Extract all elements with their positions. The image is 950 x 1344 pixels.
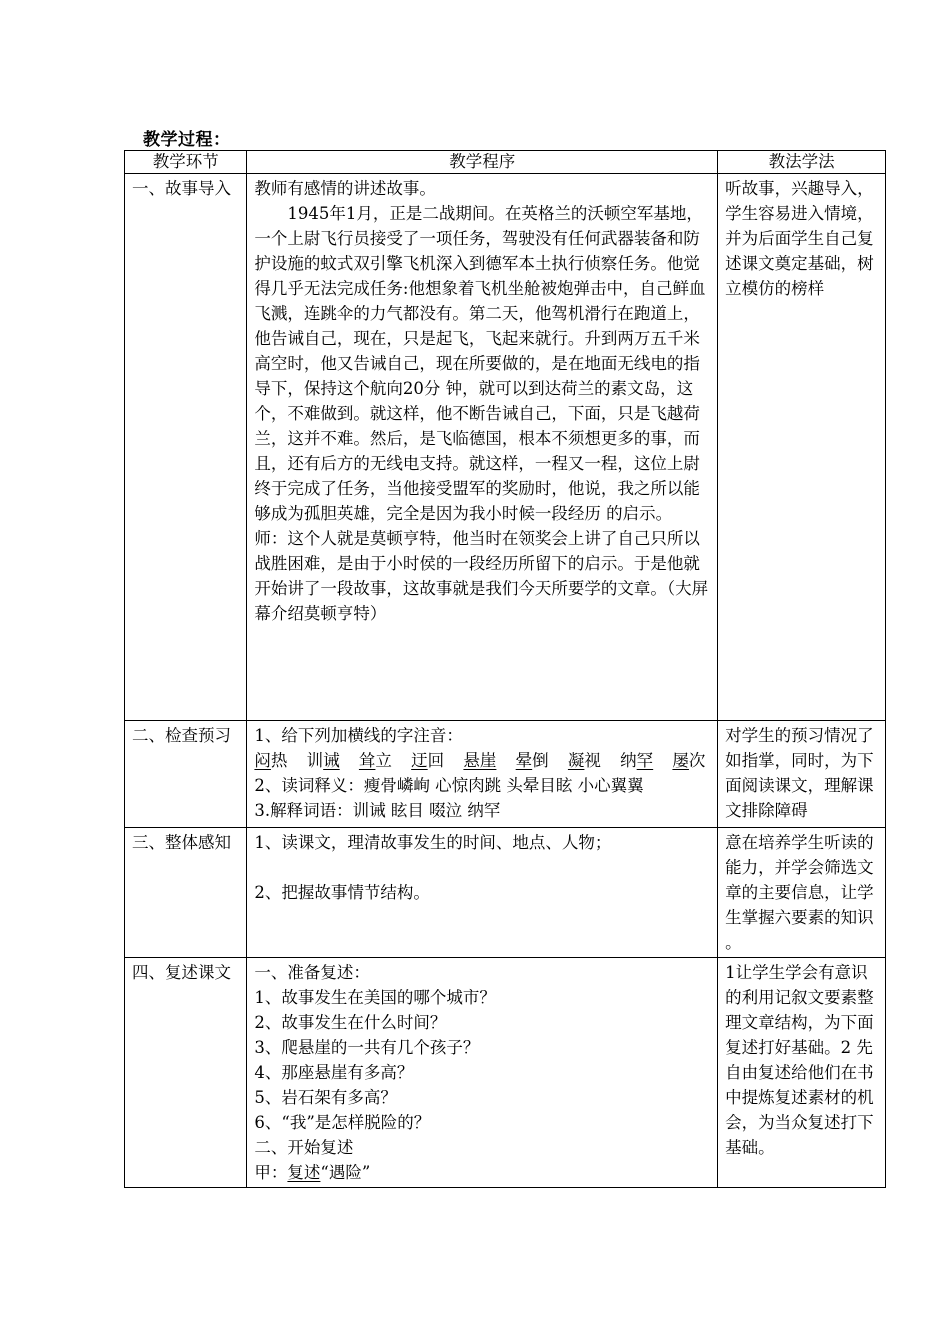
retell-line: 3、爬悬崖的一共有几个孩子？ — [254, 1038, 480, 1057]
table-row — [125, 721, 886, 828]
page-title: 教学过程： — [143, 130, 231, 150]
item-1-text: 1、读课文，理清故事发生的时间、地点、人物； — [254, 833, 612, 852]
task-1-text: 1、给下列加横线的字注音： — [254, 726, 463, 745]
procedure-cell — [247, 958, 718, 1188]
header-stage: 教学环节 — [125, 151, 247, 174]
word-underlined: 悬崖 — [463, 751, 497, 770]
teacher-text: 师：这个人就是莫顿亨特，他当时在领奖会上讲了自己只所以战胜困难，是由于小时侯的一段经历所留下的启示。于是他就开始讲了一段故事，这故事就是我们今天所要学的文章。（大屏幕介绍莫顿亨特） — [254, 529, 709, 623]
method-cell: 1让学生学会有意识的利用记叙文要素整理文章结构，为下面复述打好基础。2 先自由复述给他们在书中提炼复述素材的机会，为当众复述打下基础。 — [718, 958, 886, 1188]
story-text: 1945年1月，正是二战期间。在英格兰的沃顿空军基地，一个上尉飞行员接受了一项任务，驾驶没有任何武器装备和防护设施的蚊式双引擎飞机深入到德军本土执行侦察任务。他觉得几乎无法完成任务:他想象着飞机坐舱被炮弹击中，自己鲜血飞溅，连跳伞的力气都没有。第二天，他驾机滑行在跑道上，他告诫自己，现在，只是起飞，飞起来就行。升到两万五千米高空时，他又告诫自己，现在所要做的，是在地面无线电的指导下，保持这个航向20分 钟，就可以到达荷兰的素文岛，这个，不难做到。就这样，他不断告诫自己，下面，只是飞越荷兰，这并不难。然后，是飞临德国，根本不须想更多的事，而且，还有后方的无线电支持。就这样，一程又一程，这位上尉终于完成了任务，当他接受盟军的奖励时，他说，我之所以能够成为孤胆英雄，完全是因为我小时候一段经历 的启示。 — [254, 204, 706, 523]
method-cell: 意在培养学生听读的能力，并学会筛选文章的主要信息，让学生掌握六要素的知识 。 — [718, 828, 886, 958]
retell-line: 一、准备复述： — [254, 963, 370, 982]
stage-cell: 三、整体感知 — [125, 828, 247, 958]
retell-line: 4、那座悬崖有多高？ — [254, 1063, 414, 1082]
method-cell: 听故事，兴趣导入，学生容易进入情境，并为后面学生自己复述课文奠定基础，树立模仿的榜样 — [718, 174, 886, 721]
word-underlined: 迂 — [411, 751, 428, 770]
word-underlined: 晕 — [515, 751, 533, 770]
retell-line: 5、岩石架有多高？ — [254, 1088, 397, 1107]
word-list: 闷热 训诫 耸立 迂回 悬崖 晕倒 凝视 纳罕 屡次 — [254, 751, 706, 770]
task-3-text: 3.解释词语：训诫 眩目 啜泣 纳罕 — [254, 801, 501, 820]
lesson-table — [124, 150, 886, 1188]
word-underlined: 凝 — [567, 751, 585, 770]
stage-cell: 二、检查预习 — [125, 721, 247, 828]
table-row — [125, 828, 886, 958]
header-procedure: 教学程序 — [247, 151, 718, 174]
stage-cell: 一、故事导入 — [125, 174, 247, 721]
word-underlined: 闷 — [254, 751, 271, 770]
retell-line: 2、故事发生在什么时间？ — [254, 1013, 447, 1032]
table-header-row — [125, 151, 886, 174]
intro-text: 教师有感情的讲述故事。 — [254, 179, 436, 198]
table-row — [125, 958, 886, 1188]
method-cell: 对学生的预习情况了如指掌，同时，为下面阅读课文，理解课文排除障碍 — [718, 721, 886, 828]
procedure-cell — [247, 828, 718, 958]
task-2-text: 2、读词释义：瘦骨嶙峋 心惊肉跳 头晕目眩 小心翼翼 — [254, 776, 644, 795]
procedure-cell — [247, 174, 718, 721]
retell-line: 1、故事发生在美国的哪个城市？ — [254, 988, 496, 1007]
retell-line: 6、“我”是怎样脱险的？ — [254, 1113, 431, 1132]
stage-cell: 四、复述课文 — [125, 958, 247, 1188]
word-underlined: 罕 — [636, 751, 654, 770]
word-underlined: 耸 — [358, 751, 376, 770]
retell-last-line: 甲：复述“遇险” — [254, 1163, 371, 1182]
word-underlined: 诫 — [323, 751, 340, 770]
procedure-cell — [247, 721, 718, 828]
retell-line: 二、开始复述 — [254, 1138, 354, 1157]
item-2-text: 2、把握故事情节结构。 — [254, 883, 430, 902]
table-row — [125, 174, 886, 721]
header-method: 教法学法 — [718, 151, 886, 174]
word-underlined: 屡 — [672, 751, 689, 770]
